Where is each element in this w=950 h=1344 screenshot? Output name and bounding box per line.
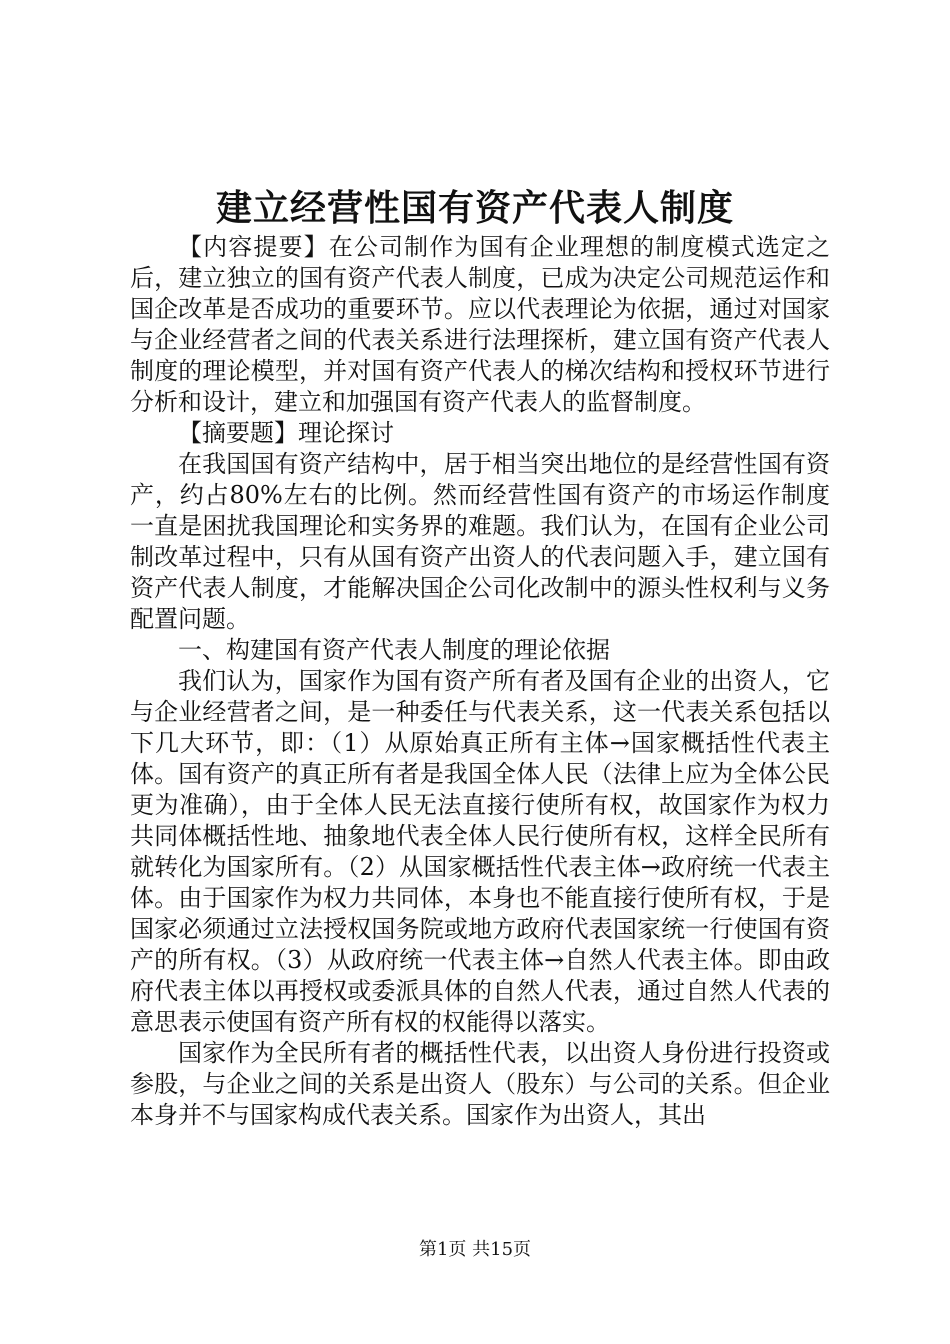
- document-body: [130, 232, 830, 1131]
- body-paragraph: 我们认为，国家作为国有资产所有者及国有企业的出资人，它与企业经营者之间，是一种委任与代表关系，这一代表关系包括以下几大环节，即：（1）从原始真正所有主体→国家概括性代表主体。国有资产的真正所有者是我国全体人民（法律上应为全体公民更为准确），由于全体人民无法直接行使所有权，故国家作为权力共同体概括性地、抽象地代表全体人民行使所有权，这样全民所有就转化为国家所有。（2）从国家概括性代表主体→政府统一代表主体。由于国家作为权力共同体，本身也不能直接行使所有权，于是国家必须通过立法授权国务院或地方政府代表国家统一行使国有资产的所有权。（3）从政府统一代表主体→自然人代表主体。即由政府代表主体以再授权或委派具体的自然人代表，通过自然人代表的意思表示使国有资产所有权的权能得以落实。: [130, 667, 830, 1036]
- page-footer: 第1页 共15页: [418, 1239, 532, 1260]
- intro-paragraph: 在我国国有资产结构中，居于相当突出地位的是经营性国有资产，约占80%左右的比例。然而经营性国有资产的市场运作制度一直是困扰我国理论和实务界的难题。我们认为，在国有企业公司制改革过程中，只有从国有资产出资人的代表问题入手，建立国有资产代表人制度，才能解决国企公司化改制中的源头性权利与义务配置问题。: [130, 450, 830, 633]
- body-paragraph: 国家作为全民所有者的概括性代表，以出资人身份进行投资或参股，与企业之间的关系是出资人（股东）与公司的关系。但企业本身并不与国家构成代表关系。国家作为出资人，其出: [130, 1039, 830, 1129]
- abstract-paragraph: 【内容提要】在公司制作为国有企业理想的制度模式选定之后，建立独立的国有资产代表人制度，已成为决定公司规范运作和国企改革是否成功的重要环节。应以代表理论为依据，通过对国家与企业经营者之间的代表关系进行法理探析，建立国有资产代表人制度的理论模型，并对国有资产代表人的梯次结构和授权环节进行分析和设计，建立和加强国有资产代表人的监督制度。: [130, 233, 830, 416]
- topic-paragraph: 【摘要题】理论探讨: [178, 419, 394, 447]
- section-heading: 一、构建国有资产代表人制度的理论依据: [178, 636, 610, 664]
- document-title: 建立经营性国有资产代表人制度: [215, 187, 734, 229]
